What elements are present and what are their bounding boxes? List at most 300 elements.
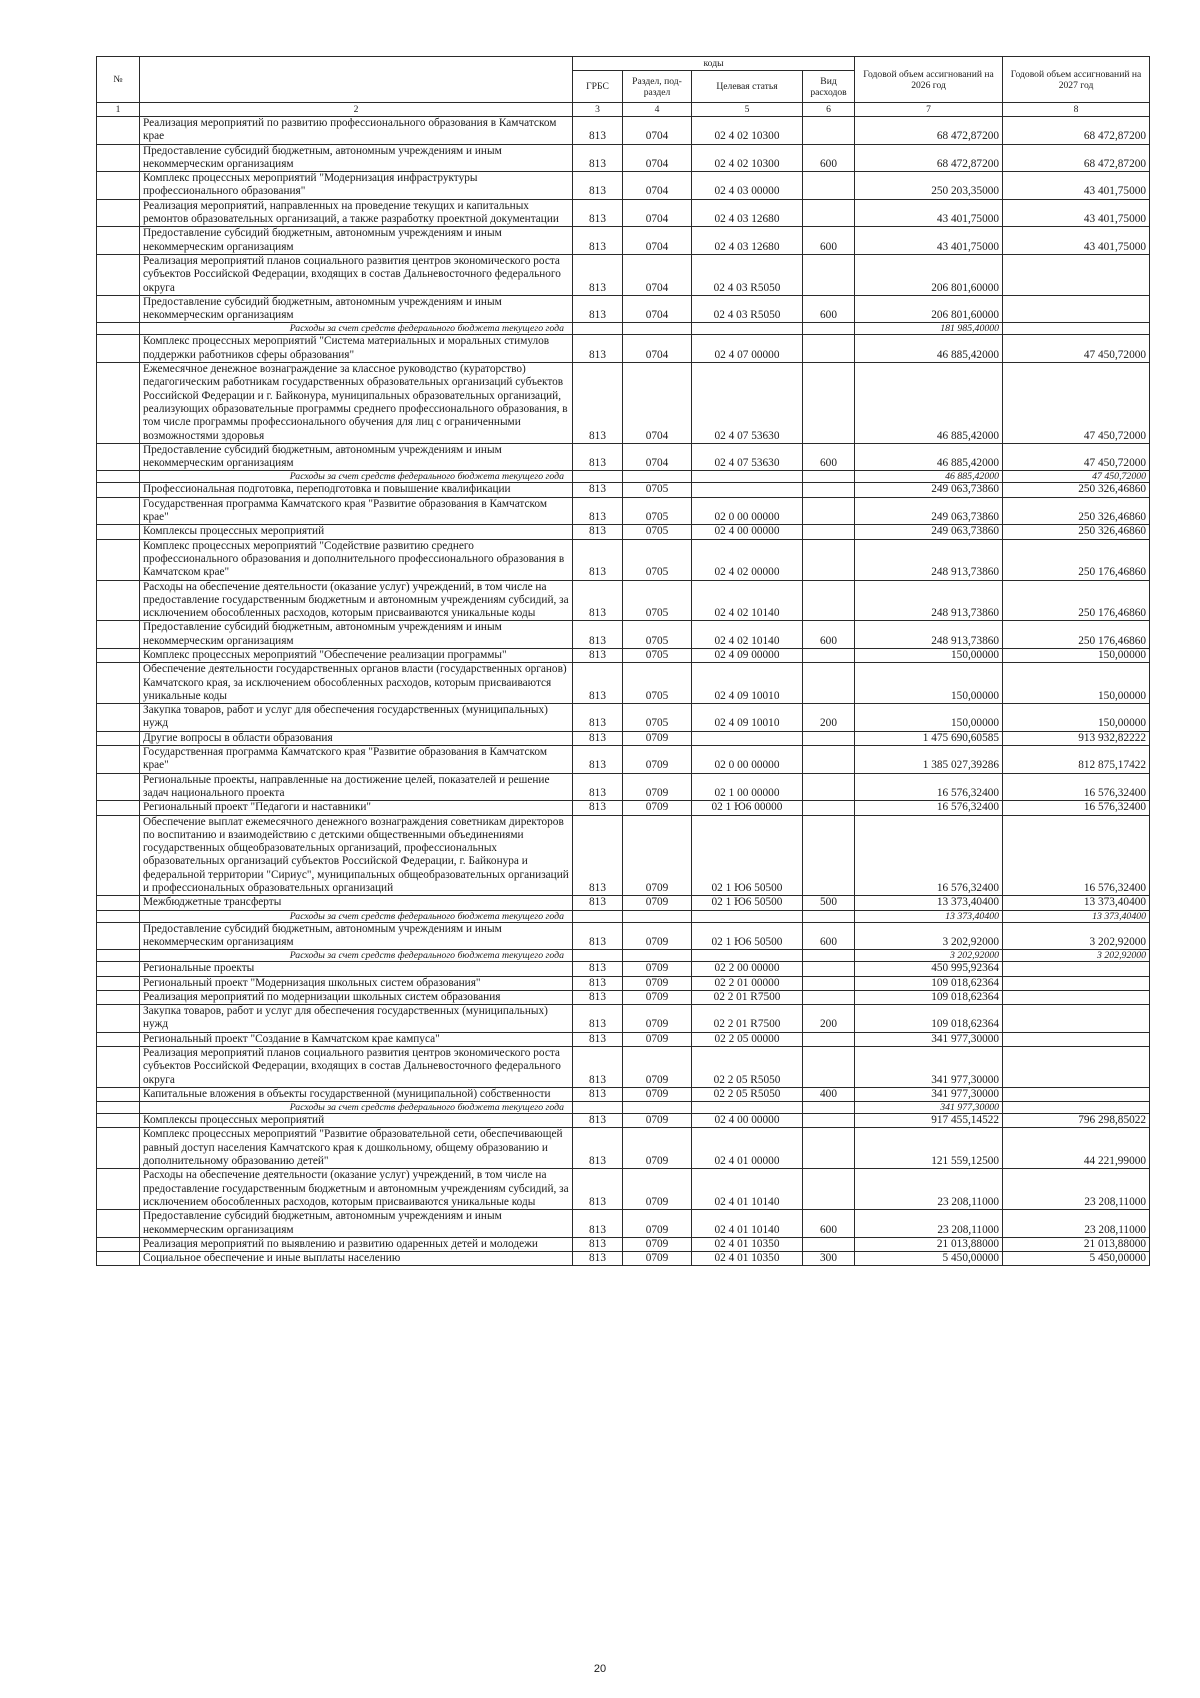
- cell-num: [97, 648, 140, 662]
- cell-vid: 300: [803, 1252, 855, 1266]
- cell-razdel: 0709: [623, 773, 692, 801]
- cell-2026: 21 013,88000: [855, 1237, 1003, 1251]
- cell-vid: 600: [803, 443, 855, 471]
- cell-vid: [803, 731, 855, 745]
- cell-razdel: 0709: [623, 1237, 692, 1251]
- cell-vid: [803, 172, 855, 200]
- cell-razdel: 0709: [623, 922, 692, 950]
- cell-name: Комплексы процессных мероприятий: [140, 525, 573, 539]
- cell-num: [97, 704, 140, 732]
- cell-vid: [803, 962, 855, 976]
- cell-2027: 43 401,75000: [1003, 172, 1150, 200]
- header-codes: коды: [573, 57, 855, 71]
- table-row: [97, 663, 1150, 704]
- cell-2026: 248 913,73860: [855, 621, 1003, 649]
- header-2026: Годовой объем ассигнований на 2026 год: [855, 57, 1003, 103]
- cell-grbs: 813: [573, 1005, 623, 1033]
- cell-num: [97, 1102, 140, 1114]
- cell-razdel: [623, 910, 692, 922]
- cell-razdel: [623, 471, 692, 483]
- cell-grbs: 813: [573, 525, 623, 539]
- cell-tselevaya: 02 2 01 R7500: [692, 1005, 803, 1033]
- cell-razdel: 0704: [623, 335, 692, 363]
- table-row: [97, 227, 1150, 255]
- page-number: 20: [593, 1663, 607, 1675]
- cell-name: Реализация мероприятий планов социального развития центров экономического роста субъектов Российской Федерации, входящих в состав Дальневосточного федерального округа: [140, 1047, 573, 1088]
- federal-budget-row: [97, 471, 1150, 483]
- cell-2027: [1003, 1087, 1150, 1101]
- table-row: [97, 922, 1150, 950]
- cell-2026: 16 576,32400: [855, 773, 1003, 801]
- cell-vid: [803, 746, 855, 774]
- cell-num: [97, 1047, 140, 1088]
- cell-tselevaya: 02 4 02 10300: [692, 117, 803, 145]
- cell-vid: 600: [803, 922, 855, 950]
- federal-budget-row: [97, 323, 1150, 335]
- cell-razdel: 0704: [623, 254, 692, 295]
- cell-razdel: [623, 950, 692, 962]
- cell-num: [97, 1237, 140, 1251]
- cell-razdel: 0709: [623, 1032, 692, 1046]
- cell-razdel: 0705: [623, 648, 692, 662]
- table-row: [97, 1169, 1150, 1210]
- cell-name: Реализация мероприятий по модернизации школьных систем образования: [140, 990, 573, 1004]
- cell-grbs: 813: [573, 922, 623, 950]
- cell-2027: 47 450,72000: [1003, 443, 1150, 471]
- cell-num: [97, 525, 140, 539]
- cell-tselevaya: 02 4 01 10140: [692, 1210, 803, 1238]
- cell-name: Расходы на обеспечение деятельности (оказание услуг) учреждений, в том числе на предоставление государственным бюджетным и автономным учреждениям субсидий, за исключением обособленных расходов, которым присваиваются уникальные коды: [140, 580, 573, 621]
- cell-tselevaya: [692, 910, 803, 922]
- cell-num: [97, 731, 140, 745]
- cell-2026: 150,00000: [855, 704, 1003, 732]
- cell-num: [97, 363, 140, 444]
- cell-grbs: 813: [573, 254, 623, 295]
- cell-2026: 43 401,75000: [855, 227, 1003, 255]
- cell-name: Региональный проект "Создание в Камчатском крае кампуса": [140, 1032, 573, 1046]
- table-row: [97, 990, 1150, 1004]
- cell-2027: [1003, 1102, 1150, 1114]
- cell-razdel: 0709: [623, 815, 692, 896]
- cell-2027: [1003, 1047, 1150, 1088]
- cell-tselevaya: 02 4 02 10140: [692, 580, 803, 621]
- cell-razdel: 0704: [623, 363, 692, 444]
- table-row: [97, 295, 1150, 323]
- cell-grbs: 813: [573, 1047, 623, 1088]
- cell-vid: [803, 1169, 855, 1210]
- cell-2027: 16 576,32400: [1003, 773, 1150, 801]
- cell-2026: 68 472,87200: [855, 117, 1003, 145]
- cell-tselevaya: 02 4 03 00000: [692, 172, 803, 200]
- cell-2026: 249 063,73860: [855, 497, 1003, 525]
- header-razdel: Раздел, под-раздел: [623, 71, 692, 103]
- cell-num: [97, 580, 140, 621]
- cell-tselevaya: 02 2 05 00000: [692, 1032, 803, 1046]
- cell-num: [97, 663, 140, 704]
- cell-num: [97, 746, 140, 774]
- cell-name: Комплекс процессных мероприятий "Содействие развитию среднего профессионального образования и дополнительного профессионального образования в Камчатском крае": [140, 539, 573, 580]
- table-row: [97, 1114, 1150, 1128]
- cell-grbs: [573, 323, 623, 335]
- cell-2026: 1 475 690,60585: [855, 731, 1003, 745]
- cell-razdel: 0705: [623, 497, 692, 525]
- cell-2026: 206 801,60000: [855, 254, 1003, 295]
- cell-2027: 3 202,92000: [1003, 922, 1150, 950]
- cell-vid: [803, 199, 855, 227]
- header-tselevaya: Целевая статья: [692, 71, 803, 103]
- cell-name: Предоставление субсидий бюджетным, автономным учреждениям и иным некоммерческим организациям: [140, 144, 573, 172]
- cell-name: Комплекс процессных мероприятий "Развитие образовательной сети, обеспечивающей равный доступ населения Камчатского края к дошкольному, общему образованию и дополнительному образованию детей": [140, 1128, 573, 1169]
- cell-tselevaya: 02 4 02 10300: [692, 144, 803, 172]
- table-row: [97, 1252, 1150, 1266]
- cell-name: Комплекс процессных мероприятий "Модернизация инфраструктуры профессионального образования": [140, 172, 573, 200]
- cell-num: [97, 1087, 140, 1101]
- cell-grbs: 813: [573, 295, 623, 323]
- cell-2026: 13 373,40400: [855, 910, 1003, 922]
- cell-2026: 250 203,35000: [855, 172, 1003, 200]
- cell-2026: 341 977,30000: [855, 1032, 1003, 1046]
- cell-num: [97, 323, 140, 335]
- cell-2027: 47 450,72000: [1003, 363, 1150, 444]
- cell-grbs: 813: [573, 773, 623, 801]
- table-body: [97, 117, 1150, 1266]
- federal-budget-row: [97, 950, 1150, 962]
- table-row: [97, 746, 1150, 774]
- cell-2027: 250 176,46860: [1003, 580, 1150, 621]
- cell-vid: 500: [803, 896, 855, 910]
- cell-num: [97, 1169, 140, 1210]
- header-num: №: [97, 57, 140, 103]
- cell-name: Предоставление субсидий бюджетным, автономным учреждениям и иным некоммерческим организациям: [140, 295, 573, 323]
- cell-tselevaya: 02 4 03 R5050: [692, 254, 803, 295]
- cell-2026: 46 885,42000: [855, 471, 1003, 483]
- cell-2027: [1003, 976, 1150, 990]
- cell-2026: 450 995,92364: [855, 962, 1003, 976]
- cell-grbs: 813: [573, 539, 623, 580]
- cell-grbs: 813: [573, 580, 623, 621]
- table-row: [97, 962, 1150, 976]
- cell-name: Капитальные вложения в объекты государственной (муниципальной) собственности: [140, 1087, 573, 1101]
- cell-name: Реализация мероприятий планов социального развития центров экономического роста субъектов Российской Федерации, входящих в состав Дальневосточного федерального округа: [140, 254, 573, 295]
- cell-2027: 16 576,32400: [1003, 815, 1150, 896]
- header-grbs: ГРБС: [573, 71, 623, 103]
- cell-num: [97, 199, 140, 227]
- header-index: 4: [623, 103, 692, 117]
- cell-vid: [803, 117, 855, 145]
- table-row: [97, 1237, 1150, 1251]
- cell-razdel: 0709: [623, 746, 692, 774]
- cell-num: [97, 1032, 140, 1046]
- cell-2026: 249 063,73860: [855, 483, 1003, 497]
- cell-2027: 23 208,11000: [1003, 1169, 1150, 1210]
- cell-name: Предоставление субсидий бюджетным, автономным учреждениям и иным некоммерческим организациям: [140, 1210, 573, 1238]
- cell-grbs: 813: [573, 746, 623, 774]
- cell-razdel: 0709: [623, 1087, 692, 1101]
- cell-num: [97, 539, 140, 580]
- cell-razdel: [623, 323, 692, 335]
- table-row: [97, 172, 1150, 200]
- cell-tselevaya: 02 4 01 10350: [692, 1237, 803, 1251]
- cell-grbs: 813: [573, 1169, 623, 1210]
- cell-grbs: 813: [573, 976, 623, 990]
- cell-num: [97, 227, 140, 255]
- cell-name: Расходы за счет средств федерального бюджета текущего года: [140, 950, 573, 962]
- cell-grbs: 813: [573, 815, 623, 896]
- cell-vid: [803, 1128, 855, 1169]
- cell-tselevaya: [692, 323, 803, 335]
- cell-name: Социальное обеспечение и иные выплаты населению: [140, 1252, 573, 1266]
- cell-2027: 150,00000: [1003, 663, 1150, 704]
- cell-name: Региональные проекты, направленные на достижение целей, показателей и решение задач национального проекта: [140, 773, 573, 801]
- cell-razdel: 0705: [623, 621, 692, 649]
- cell-num: [97, 896, 140, 910]
- header-index: 8: [1003, 103, 1150, 117]
- cell-tselevaya: 02 4 02 10140: [692, 621, 803, 649]
- cell-num: [97, 117, 140, 145]
- cell-2026: 16 576,32400: [855, 815, 1003, 896]
- cell-tselevaya: 02 1 Ю6 50500: [692, 922, 803, 950]
- cell-2026: 3 202,92000: [855, 950, 1003, 962]
- cell-name: Региональные проекты: [140, 962, 573, 976]
- header-index: 2: [140, 103, 573, 117]
- cell-2026: 46 885,42000: [855, 363, 1003, 444]
- cell-vid: [803, 976, 855, 990]
- cell-tselevaya: 02 1 Ю6 50500: [692, 815, 803, 896]
- cell-2026: 248 913,73860: [855, 539, 1003, 580]
- cell-vid: [803, 363, 855, 444]
- table-row: [97, 497, 1150, 525]
- cell-razdel: 0704: [623, 199, 692, 227]
- cell-2026: 150,00000: [855, 648, 1003, 662]
- cell-grbs: [573, 1102, 623, 1114]
- cell-num: [97, 1252, 140, 1266]
- cell-name: Закупка товаров, работ и услуг для обеспечения государственных (муниципальных) нужд: [140, 1005, 573, 1033]
- cell-2027: [1003, 323, 1150, 335]
- cell-tselevaya: 02 4 01 10350: [692, 1252, 803, 1266]
- table-row: [97, 648, 1150, 662]
- cell-num: [97, 976, 140, 990]
- cell-grbs: 813: [573, 1128, 623, 1169]
- cell-2027: [1003, 254, 1150, 295]
- cell-num: [97, 962, 140, 976]
- cell-grbs: 813: [573, 1032, 623, 1046]
- cell-grbs: [573, 910, 623, 922]
- cell-razdel: 0709: [623, 731, 692, 745]
- cell-tselevaya: [692, 950, 803, 962]
- table-row: [97, 335, 1150, 363]
- cell-grbs: 813: [573, 990, 623, 1004]
- cell-tselevaya: 02 0 00 00000: [692, 746, 803, 774]
- cell-grbs: [573, 471, 623, 483]
- header-index: 5: [692, 103, 803, 117]
- cell-2026: 13 373,40400: [855, 896, 1003, 910]
- cell-grbs: [573, 950, 623, 962]
- cell-name: Предоставление субсидий бюджетным, автономным учреждениям и иным некоммерческим организациям: [140, 922, 573, 950]
- cell-tselevaya: 02 2 05 R5050: [692, 1087, 803, 1101]
- header-index: 3: [573, 103, 623, 117]
- cell-2027: 68 472,87200: [1003, 117, 1150, 145]
- cell-grbs: 813: [573, 962, 623, 976]
- cell-razdel: 0704: [623, 117, 692, 145]
- cell-2026: 248 913,73860: [855, 580, 1003, 621]
- cell-vid: 600: [803, 621, 855, 649]
- cell-grbs: 813: [573, 1237, 623, 1251]
- cell-grbs: 813: [573, 801, 623, 815]
- table-row: [97, 815, 1150, 896]
- cell-name: Расходы за счет средств федерального бюджета текущего года: [140, 1102, 573, 1114]
- cell-2027: 150,00000: [1003, 704, 1150, 732]
- cell-grbs: 813: [573, 144, 623, 172]
- cell-vid: [803, 483, 855, 497]
- cell-2026: 341 977,30000: [855, 1102, 1003, 1114]
- cell-num: [97, 497, 140, 525]
- cell-grbs: 813: [573, 896, 623, 910]
- cell-grbs: 813: [573, 172, 623, 200]
- cell-razdel: 0705: [623, 704, 692, 732]
- cell-tselevaya: [692, 471, 803, 483]
- cell-2026: 121 559,12500: [855, 1128, 1003, 1169]
- cell-name: Ежемесячное денежное вознаграждение за классное руководство (кураторство) педагогическим работникам государственных образовательных организаций субъектов Российской Федерации и г. Байконура, муниципальных образовательных организаций, реализующих образовательные программы среднего профессионального образования, в том числе программы профессионального обучения для лиц с ограниченными возможностями здоровья: [140, 363, 573, 444]
- cell-vid: [803, 801, 855, 815]
- table-row: [97, 144, 1150, 172]
- cell-2027: [1003, 1032, 1150, 1046]
- cell-razdel: 0709: [623, 1128, 692, 1169]
- table-row: [97, 117, 1150, 145]
- cell-grbs: 813: [573, 648, 623, 662]
- cell-razdel: 0709: [623, 976, 692, 990]
- cell-razdel: [623, 1102, 692, 1114]
- cell-tselevaya: 02 1 Ю6 50500: [692, 896, 803, 910]
- cell-num: [97, 254, 140, 295]
- table-row: [97, 363, 1150, 444]
- cell-2027: 23 208,11000: [1003, 1210, 1150, 1238]
- cell-razdel: 0709: [623, 962, 692, 976]
- cell-name: Предоставление субсидий бюджетным, автономным учреждениям и иным некоммерческим организациям: [140, 621, 573, 649]
- table-header: [97, 57, 1150, 117]
- cell-2026: 109 018,62364: [855, 976, 1003, 990]
- cell-grbs: 813: [573, 1210, 623, 1238]
- cell-razdel: 0709: [623, 801, 692, 815]
- cell-tselevaya: 02 2 00 00000: [692, 962, 803, 976]
- cell-grbs: 813: [573, 483, 623, 497]
- cell-vid: [803, 525, 855, 539]
- cell-razdel: 0709: [623, 1047, 692, 1088]
- table-row: [97, 199, 1150, 227]
- cell-2027: [1003, 295, 1150, 323]
- cell-num: [97, 910, 140, 922]
- table-row: [97, 1047, 1150, 1088]
- cell-num: [97, 990, 140, 1004]
- cell-2027: 250 326,46860: [1003, 497, 1150, 525]
- cell-num: [97, 1005, 140, 1033]
- cell-grbs: 813: [573, 1114, 623, 1128]
- cell-num: [97, 950, 140, 962]
- cell-name: Комплекс процессных мероприятий "Обеспечение реализации программы": [140, 648, 573, 662]
- cell-vid: 600: [803, 144, 855, 172]
- cell-2027: 47 450,72000: [1003, 335, 1150, 363]
- cell-grbs: 813: [573, 363, 623, 444]
- cell-2027: 16 576,32400: [1003, 801, 1150, 815]
- cell-2027: 43 401,75000: [1003, 199, 1150, 227]
- table-row: [97, 525, 1150, 539]
- cell-grbs: 813: [573, 731, 623, 745]
- cell-num: [97, 922, 140, 950]
- cell-name: Расходы за счет средств федерального бюджета текущего года: [140, 910, 573, 922]
- cell-name: Предоставление субсидий бюджетным, автономным учреждениям и иным некоммерческим организациям: [140, 443, 573, 471]
- federal-budget-row: [97, 910, 1150, 922]
- cell-2026: 23 208,11000: [855, 1169, 1003, 1210]
- cell-razdel: 0704: [623, 295, 692, 323]
- cell-2027: 44 221,99000: [1003, 1128, 1150, 1169]
- cell-tselevaya: 02 4 07 53630: [692, 443, 803, 471]
- cell-num: [97, 1210, 140, 1238]
- cell-razdel: 0705: [623, 483, 692, 497]
- cell-name: Региональный проект "Педагоги и наставники": [140, 801, 573, 815]
- cell-tselevaya: [692, 731, 803, 745]
- cell-tselevaya: 02 4 09 10010: [692, 663, 803, 704]
- table-row: [97, 254, 1150, 295]
- cell-grbs: 813: [573, 199, 623, 227]
- table-row: [97, 1210, 1150, 1238]
- cell-2027: 47 450,72000: [1003, 471, 1150, 483]
- cell-num: [97, 815, 140, 896]
- cell-razdel: 0704: [623, 443, 692, 471]
- cell-2027: 150,00000: [1003, 648, 1150, 662]
- cell-name: Комплекс процессных мероприятий "Система материальных и моральных стимулов поддержки работников сферы образования": [140, 335, 573, 363]
- cell-vid: 600: [803, 227, 855, 255]
- cell-name: Предоставление субсидий бюджетным, автономным учреждениям и иным некоммерческим организациям: [140, 227, 573, 255]
- cell-tselevaya: 02 2 01 00000: [692, 976, 803, 990]
- cell-tselevaya: 02 4 09 10010: [692, 704, 803, 732]
- header-vid: Вид расходов: [803, 71, 855, 103]
- cell-tselevaya: 02 4 01 00000: [692, 1128, 803, 1169]
- cell-vid: 400: [803, 1087, 855, 1101]
- cell-razdel: 0705: [623, 539, 692, 580]
- cell-razdel: 0709: [623, 1005, 692, 1033]
- cell-razdel: 0705: [623, 580, 692, 621]
- cell-2026: 109 018,62364: [855, 1005, 1003, 1033]
- cell-name: Реализация мероприятий, направленных на проведение текущих и капитальных ремонтов образовательных организаций, а также разработку проектной документации: [140, 199, 573, 227]
- cell-vid: [803, 335, 855, 363]
- table-row: [97, 1032, 1150, 1046]
- cell-name: Профессиональная подготовка, переподготовка и повышение квалификации: [140, 483, 573, 497]
- header-index: 1: [97, 103, 140, 117]
- cell-vid: 600: [803, 295, 855, 323]
- federal-budget-row: [97, 1102, 1150, 1114]
- cell-2026: 249 063,73860: [855, 525, 1003, 539]
- cell-vid: [803, 910, 855, 922]
- cell-name: Другие вопросы в области образования: [140, 731, 573, 745]
- cell-tselevaya: 02 4 07 00000: [692, 335, 803, 363]
- cell-2026: 43 401,75000: [855, 199, 1003, 227]
- table-row: [97, 483, 1150, 497]
- cell-tselevaya: 02 4 09 00000: [692, 648, 803, 662]
- cell-razdel: 0709: [623, 1252, 692, 1266]
- cell-tselevaya: 02 4 02 00000: [692, 539, 803, 580]
- header-2027: Годовой объем ассигнований на 2027 год: [1003, 57, 1150, 103]
- header-index: 6: [803, 103, 855, 117]
- cell-name: Реализация мероприятий по развитию профессионального образования в Камчатском крае: [140, 117, 573, 145]
- cell-vid: [803, 773, 855, 801]
- cell-razdel: 0709: [623, 1169, 692, 1210]
- cell-2027: 250 176,46860: [1003, 539, 1150, 580]
- cell-grbs: 813: [573, 1252, 623, 1266]
- cell-name: Государственная программа Камчатского края "Развитие образования в Камчатском крае": [140, 497, 573, 525]
- cell-2027: 5 450,00000: [1003, 1252, 1150, 1266]
- table-row: [97, 731, 1150, 745]
- cell-2026: 1 385 027,39286: [855, 746, 1003, 774]
- cell-2027: 913 932,82222: [1003, 731, 1150, 745]
